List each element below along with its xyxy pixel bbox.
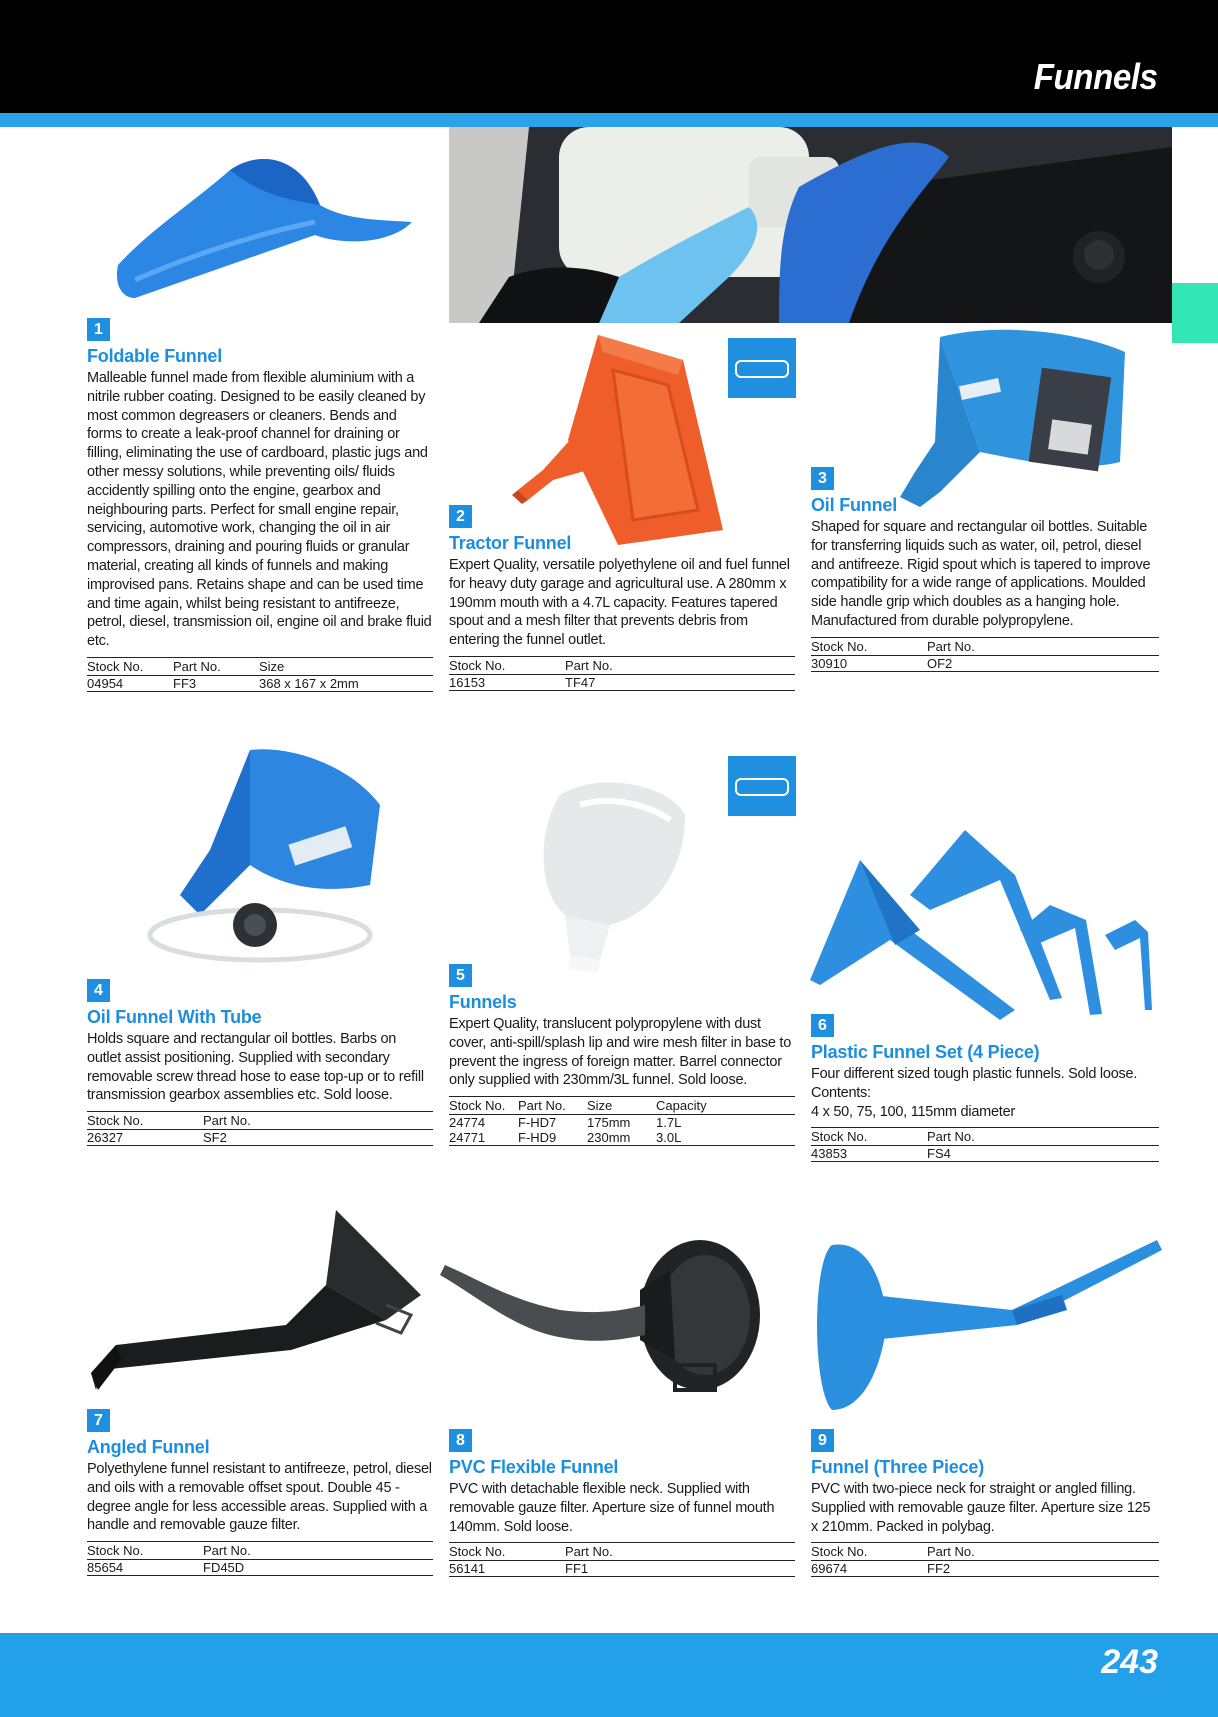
product-name: Oil Funnel With Tube (87, 1007, 262, 1027)
col-header-stock: Stock No. (811, 1544, 868, 1560)
product-description: PVC with detachable flexible neck. Supplied with removable gauze filter. Aperture size of funnel mouth 140mm. Sold loose. (449, 1481, 775, 1535)
table-row (87, 1560, 433, 1576)
spec-table (449, 656, 795, 691)
product-plastic-funnel-set (811, 1014, 1159, 1162)
product-funnels (449, 964, 795, 1146)
spec-table (811, 1542, 1159, 1577)
table-row (449, 1130, 795, 1146)
part-number: FD45D (203, 1560, 245, 1576)
stock-number: 24771 (449, 1130, 486, 1146)
part-number: OF2 (927, 655, 953, 671)
product-funnel-three-piece (811, 1429, 1159, 1577)
table-row (87, 1130, 433, 1146)
draper-expert-logo (728, 756, 796, 816)
footer-bar (0, 1633, 1218, 1717)
product-name: Angled Funnel (87, 1437, 210, 1457)
part-number: F-HD7 (518, 1115, 557, 1131)
stock-number: 26327 (87, 1130, 124, 1146)
product-oil-funnel (811, 467, 1159, 672)
part-number: FF1 (565, 1561, 589, 1577)
product-name: Oil Funnel (811, 495, 897, 515)
col-header-part: Part No. (565, 657, 613, 673)
header-stripe (0, 113, 1218, 127)
table-row (449, 1115, 795, 1131)
angled-funnel-image (86, 1205, 431, 1390)
col-header-part: Part No. (203, 1543, 251, 1559)
col-header-part: Part No. (927, 1544, 975, 1560)
col-header-stock: Stock No. (811, 1129, 868, 1145)
item-number: 8 (449, 1429, 472, 1452)
col-header-stock: Stock No. (449, 1098, 506, 1114)
product-description: Four different sized tough plastic funnels. Sold loose. (811, 1066, 1138, 1082)
product-name: PVC Flexible Funnel (449, 1457, 619, 1477)
funnel-in-use-photo (449, 127, 1172, 323)
item-number: 9 (811, 1429, 834, 1452)
part-number: FF2 (927, 1561, 951, 1577)
section-tab (1172, 283, 1218, 343)
page-title: Funnels (1034, 56, 1158, 97)
part-number: TF47 (565, 674, 596, 690)
product-description: PVC with two-piece neck for straight or angled filling. Supplied with removable gauze filter. Aperture size 125 x 210mm. Packed in polybag. (811, 1481, 1151, 1535)
spec-table (449, 1096, 795, 1146)
part-number: FF3 (173, 675, 197, 691)
spec-table (811, 637, 1159, 672)
col-header-stock: Stock No. (449, 1544, 506, 1560)
product-description: Polyethylene funnel resistant to antifreeze, petrol, diesel and oils with a removable offset spout. Double 45 - degree angle for less accessible areas. Supplied with a handle and removable gauze filter. (87, 1461, 432, 1534)
part-number: FS4 (927, 1146, 951, 1162)
col-header-size: Size (259, 658, 285, 674)
stock-number: 04954 (87, 675, 124, 691)
product-tractor-funnel (449, 505, 795, 691)
part-number: F-HD9 (518, 1130, 557, 1146)
product-angled-funnel (87, 1409, 433, 1576)
product-description: Expert Quality, versatile polyethylene oil and fuel funnel for heavy duty garage and agricultural use. A 280mm x 190mm mouth with a 4.7L capacity. Features tapered spout and a mesh filter that prevents debris from entering the funnel outlet. (449, 557, 790, 649)
product-name: Funnel (Three Piece) (811, 1457, 985, 1477)
three-piece-funnel-image (812, 1240, 1162, 1415)
product-name: Plastic Funnel Set (4 Piece) (811, 1042, 1040, 1062)
translucent-funnel-image (520, 775, 690, 975)
product-description: Expert Quality, translucent polypropylene with dust cover, anti-spill/splash lip and wire mesh filter in base to prevent the ingress of foreign matter. Barrel connector only supplied with 230mm/3L funnel. Sold loose. (449, 1016, 792, 1089)
foldable-funnel-image (110, 150, 420, 305)
item-number: 6 (811, 1014, 834, 1037)
capacity-value: 1.7L (656, 1115, 682, 1131)
spec-table (87, 1541, 433, 1576)
col-header-part: Part No. (927, 638, 975, 654)
plastic-funnel-set-image (800, 820, 1175, 1020)
size-value: 230mm (587, 1130, 631, 1146)
item-number: 7 (87, 1409, 110, 1432)
spec-table (449, 1542, 795, 1577)
product-name: Funnels (449, 992, 517, 1012)
product-name: Foldable Funnel (87, 346, 222, 366)
product-description: Holds square and rectangular oil bottles. Barbs on outlet assist positioning. Supplied with secondary removable screw thread hose to ease top-up or to refill transmission gearbox assemblies etc. Sold loose. (87, 1031, 424, 1104)
table-row (87, 675, 433, 691)
col-header-part: Part No. (927, 1129, 975, 1145)
col-header-part: Part No. (173, 658, 221, 674)
col-header-part: Part No. (203, 1113, 251, 1129)
product-oil-funnel-with-tube (87, 979, 433, 1146)
item-number: 5 (449, 964, 472, 987)
table-row (811, 655, 1159, 671)
product-name: Tractor Funnel (449, 533, 572, 553)
col-header-part: Part No. (518, 1098, 566, 1114)
oil-funnel-with-tube-image (140, 745, 410, 970)
stock-number: 30910 (811, 655, 848, 671)
stock-number: 43853 (811, 1146, 848, 1162)
col-header-part: Part No. (565, 1544, 613, 1560)
pvc-flexible-funnel-image (440, 1230, 785, 1405)
contents-label: Contents: (811, 1084, 871, 1101)
col-header-stock: Stock No. (87, 1113, 144, 1129)
table-row (449, 1561, 795, 1577)
contents-value: 4 x 50, 75, 100, 115mm diameter (811, 1103, 1015, 1120)
stock-number: 56141 (449, 1561, 486, 1577)
item-number: 2 (449, 505, 472, 528)
part-number: SF2 (203, 1130, 227, 1146)
stock-number: 24774 (449, 1115, 486, 1131)
product-foldable-funnel (87, 318, 433, 692)
spec-table (811, 1127, 1159, 1162)
stock-number: 85654 (87, 1560, 124, 1576)
item-number: 3 (811, 467, 834, 490)
spec-table (87, 657, 433, 692)
page-number: 243 (1101, 1643, 1158, 1681)
draper-expert-logo (728, 338, 796, 398)
table-row (811, 1146, 1159, 1162)
spec-table (87, 1111, 433, 1146)
size-value: 175mm (587, 1115, 631, 1131)
stock-number: 16153 (449, 674, 486, 690)
col-header-stock: Stock No. (811, 638, 868, 654)
product-description: Shaped for square and rectangular oil bottles. Suitable for transferring liquids such as water, oil, petrol, diesel and antifreeze. Rigid spout which is tapered to improve compatibility for a wide range of applications. Moulded side handle grip which doubles as a hanging hole. Manufactured from durable polypropylene. (811, 519, 1151, 629)
item-number: 4 (87, 979, 110, 1002)
size-value: 368 x 167 x 2mm (259, 675, 359, 691)
stock-number: 69674 (811, 1561, 848, 1577)
product-description: Malleable funnel made from flexible aluminium with a nitrile rubber coating. Designed to be easily cleaned by most common degreasers or cleaners. Bends and forms to create a leak-proof channel for draining or filling, eliminating the use of cardboard, plastic jugs and other messy solutions, while preventing oils/ fluids accidently spilling onto the engine, gearbox and neighbouring parts. Perfect for small engine repair, servicing, automotive work, changing the oil in air compressors, draining and pouring fluids or granular material, creating all kinds of funnels and making improvised pans. Retains shape and can be used time and time again, whilst being resistant to antifreeze, petrol, diesel, transmission oil, engine oil and brake fluid etc. (87, 370, 432, 650)
header-bar (0, 0, 1218, 113)
col-header-stock: Stock No. (87, 658, 144, 674)
col-header-capacity: Capacity (656, 1098, 707, 1114)
col-header-stock: Stock No. (449, 657, 506, 673)
product-pvc-flexible-funnel (449, 1429, 795, 1577)
col-header-size: Size (587, 1098, 613, 1114)
col-header-stock: Stock No. (87, 1543, 144, 1559)
capacity-value: 3.0L (656, 1130, 682, 1146)
item-number: 1 (87, 318, 110, 341)
table-row (449, 674, 795, 690)
table-row (811, 1561, 1159, 1577)
